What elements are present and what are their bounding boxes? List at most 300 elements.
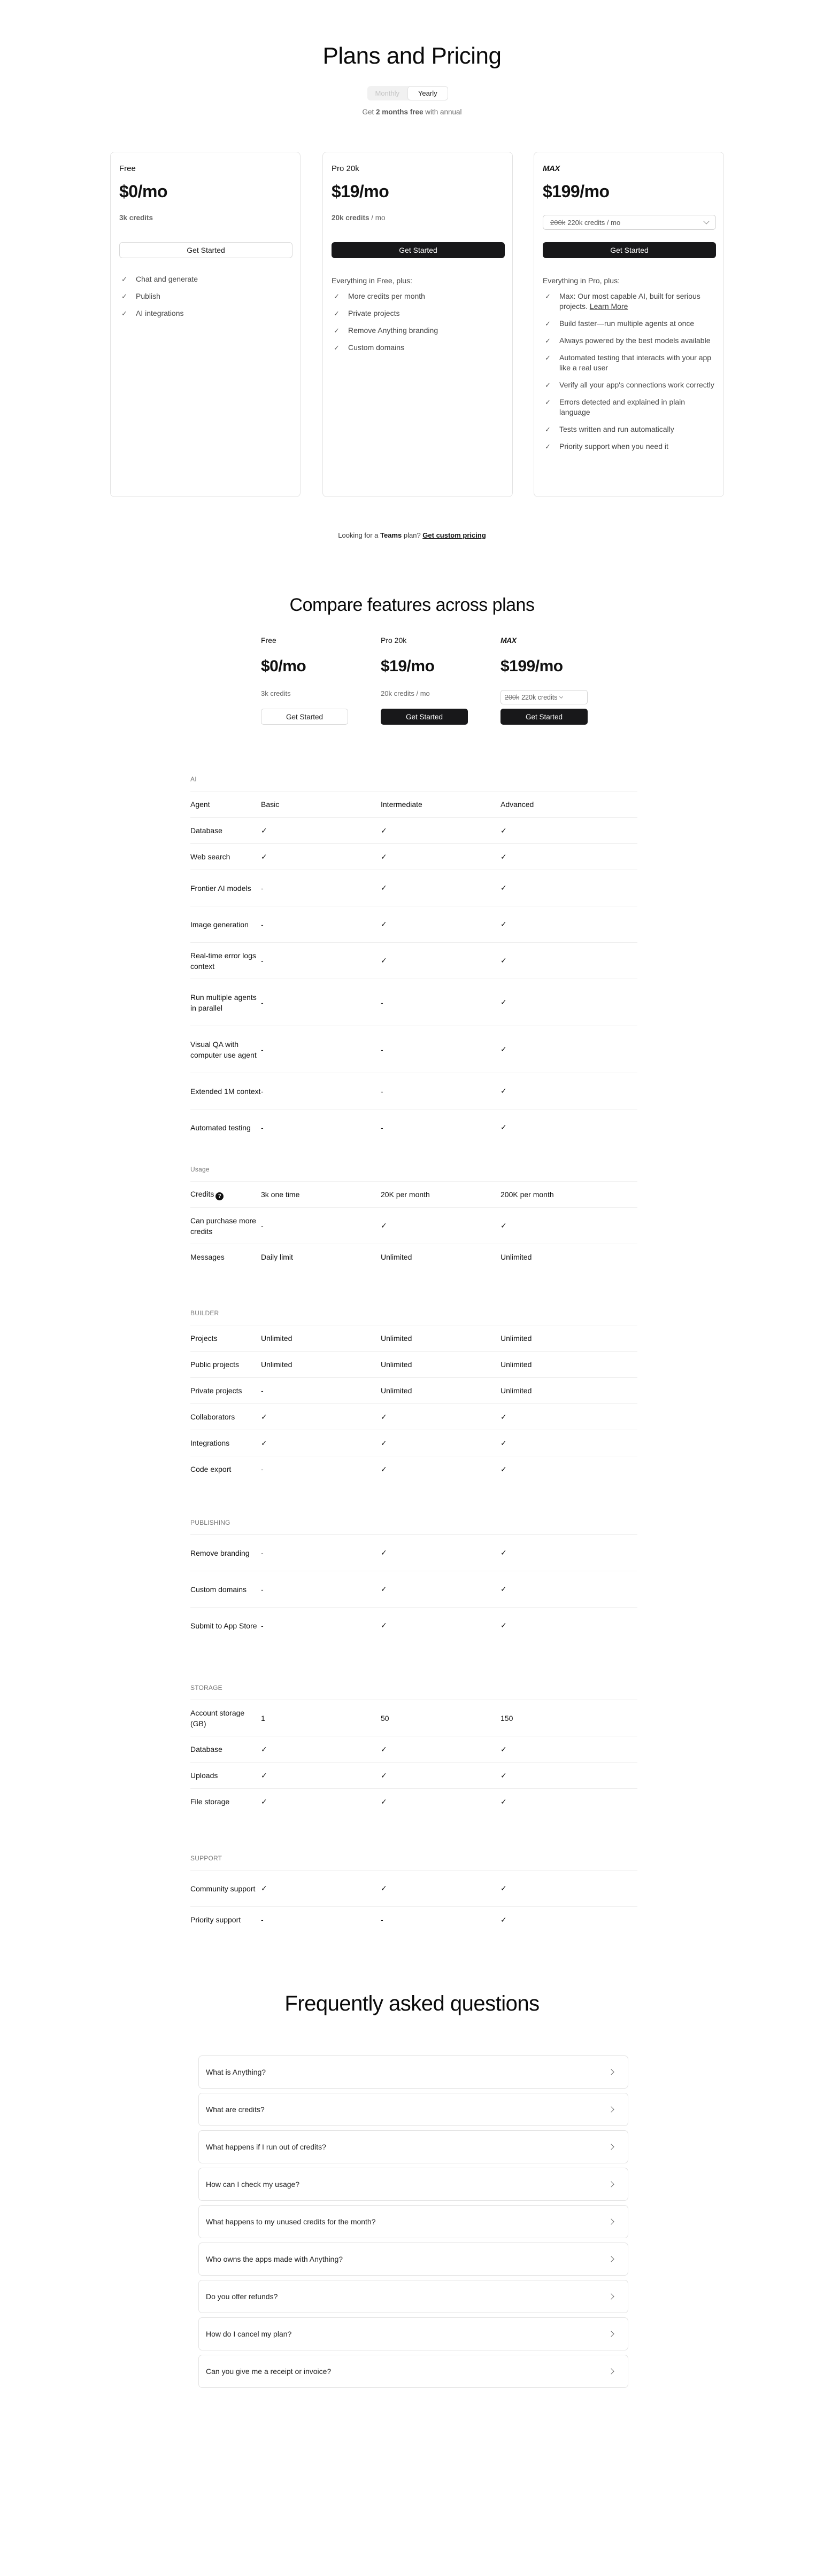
table-row bbox=[190, 1788, 637, 1814]
feature-list bbox=[119, 274, 291, 325]
plan-card-free bbox=[110, 152, 301, 497]
credits-period: / mo bbox=[369, 214, 386, 222]
feature-name bbox=[190, 1039, 261, 1060]
feature-label: Web search bbox=[190, 852, 230, 861]
feature-name bbox=[190, 950, 261, 972]
feature-text bbox=[348, 325, 438, 336]
check-icon: ✓ bbox=[381, 1884, 387, 1892]
feature-name bbox=[190, 883, 261, 894]
table-row bbox=[190, 1026, 637, 1073]
feature-text bbox=[348, 308, 399, 319]
feature-label: Automated testing that interacts with your app like a real user bbox=[559, 353, 712, 372]
custom-pricing-link[interactable]: Get custom pricing bbox=[422, 531, 486, 539]
feature-label: Agent bbox=[190, 800, 210, 809]
plan-name: Free bbox=[261, 636, 276, 645]
faq-item[interactable] bbox=[198, 2205, 628, 2238]
cell-value: Unlimited bbox=[500, 1253, 532, 1261]
dash-icon: - bbox=[261, 998, 264, 1007]
feature-name bbox=[190, 1215, 261, 1237]
check-icon: ✓ bbox=[334, 292, 340, 300]
feature-name bbox=[190, 1708, 261, 1729]
feature-name bbox=[190, 1189, 261, 1201]
faq-question: Can you give me a receipt or invoice? bbox=[206, 2367, 332, 2376]
table-row bbox=[190, 1325, 637, 1351]
get-started-button[interactable]: Get Started bbox=[332, 242, 505, 258]
compare-plan-pro bbox=[381, 636, 472, 721]
plan-price: $199/mo bbox=[500, 657, 563, 675]
check-icon: ✓ bbox=[381, 883, 387, 892]
chevron-right-icon bbox=[608, 2106, 614, 2112]
max-logo: MAX bbox=[543, 164, 560, 173]
feature-item bbox=[332, 325, 504, 336]
selected-credits: 220k credits bbox=[521, 693, 558, 701]
feature-label: Frontier AI models bbox=[190, 883, 251, 893]
feature-text bbox=[559, 353, 715, 373]
feature-name bbox=[190, 1411, 261, 1422]
table-row bbox=[190, 942, 637, 979]
feature-name bbox=[190, 1122, 261, 1133]
teams-bold: Teams bbox=[380, 531, 402, 539]
check-icon: ✓ bbox=[545, 398, 551, 406]
check-icon: ✓ bbox=[334, 344, 340, 352]
max-logo: MAX bbox=[500, 636, 517, 645]
check-icon: ✓ bbox=[500, 883, 507, 892]
feature-text bbox=[348, 291, 425, 301]
check-icon: ✓ bbox=[261, 1884, 267, 1892]
plan-name: Free bbox=[119, 164, 136, 173]
feature-item bbox=[543, 336, 715, 346]
check-icon: ✓ bbox=[121, 309, 127, 317]
section-label: AI bbox=[190, 775, 197, 783]
check-icon: ✓ bbox=[500, 1797, 507, 1806]
feature-text bbox=[136, 291, 160, 301]
feature-label: Build faster—run multiple agents at once bbox=[559, 319, 695, 328]
plus-label: Everything in Pro, plus: bbox=[543, 276, 620, 285]
dash-icon: - bbox=[261, 883, 264, 893]
check-icon: ✓ bbox=[381, 1548, 387, 1557]
table-row bbox=[190, 1736, 637, 1762]
check-icon: ✓ bbox=[381, 826, 387, 835]
faq-question: What happens to my unused credits for the month? bbox=[206, 2217, 376, 2226]
table-row bbox=[190, 1870, 637, 1906]
feature-item bbox=[543, 424, 715, 434]
dash-icon: - bbox=[381, 1045, 383, 1054]
check-icon: ✓ bbox=[545, 337, 551, 345]
check-icon: ✓ bbox=[334, 327, 340, 335]
table-row bbox=[190, 979, 637, 1026]
check-icon: ✓ bbox=[261, 1744, 267, 1753]
dash-icon: - bbox=[261, 956, 264, 965]
cell-value: Unlimited bbox=[500, 1386, 532, 1395]
feature-label: Can purchase more credits bbox=[190, 1216, 256, 1236]
cell-value: Daily limit bbox=[261, 1253, 293, 1261]
table-row bbox=[190, 870, 637, 906]
check-icon: ✓ bbox=[381, 1221, 387, 1230]
billing-option-yearly[interactable]: Yearly bbox=[407, 86, 449, 100]
plan-credits bbox=[332, 214, 386, 222]
feature-label: Code export bbox=[190, 1465, 232, 1473]
table-row bbox=[190, 1700, 637, 1736]
check-icon: ✓ bbox=[500, 1087, 507, 1095]
compare-plan-max bbox=[500, 636, 591, 721]
feature-label: Always powered by the best models available bbox=[559, 336, 711, 345]
feature-text bbox=[559, 291, 715, 312]
teams-middle: plan? bbox=[402, 531, 423, 539]
check-icon: ✓ bbox=[500, 1412, 507, 1421]
check-icon: ✓ bbox=[261, 1438, 267, 1447]
chevron-right-icon bbox=[608, 2256, 614, 2262]
feature-label: AI integrations bbox=[136, 309, 184, 317]
check-icon: ✓ bbox=[500, 1045, 507, 1053]
help-icon[interactable]: ? bbox=[215, 1192, 224, 1200]
chevron-right-icon bbox=[608, 2069, 614, 2075]
get-started-button[interactable]: Get Started bbox=[500, 709, 588, 725]
feature-item bbox=[119, 274, 291, 284]
table-row bbox=[190, 791, 637, 817]
faq-question: What is Anything? bbox=[206, 2068, 266, 2076]
check-icon: ✓ bbox=[500, 1621, 507, 1630]
faq-question: Do you offer refunds? bbox=[206, 2292, 278, 2301]
check-icon: ✓ bbox=[121, 292, 127, 300]
feature-text bbox=[559, 319, 694, 329]
feature-name bbox=[190, 1914, 261, 1925]
table-row bbox=[190, 1181, 637, 1207]
check-icon: ✓ bbox=[381, 1744, 387, 1753]
check-icon: ✓ bbox=[545, 292, 551, 300]
check-icon: ✓ bbox=[261, 1771, 267, 1780]
feature-item bbox=[119, 308, 291, 319]
cell-value: Basic bbox=[261, 800, 280, 809]
check-icon: ✓ bbox=[381, 1438, 387, 1447]
check-icon: ✓ bbox=[500, 826, 507, 835]
feature-item bbox=[119, 291, 291, 301]
dash-icon: - bbox=[261, 1915, 264, 1924]
feature-label: Public projects bbox=[190, 1360, 240, 1369]
check-icon: ✓ bbox=[545, 443, 551, 451]
check-icon: ✓ bbox=[261, 1797, 267, 1806]
feature-item bbox=[543, 441, 715, 452]
check-icon: ✓ bbox=[261, 1412, 267, 1421]
table-row bbox=[190, 1244, 637, 1270]
faq-question: How do I cancel my plan? bbox=[206, 2330, 292, 2338]
feature-name bbox=[190, 1744, 261, 1755]
faq-question: What happens if I run out of credits? bbox=[206, 2143, 326, 2151]
check-icon: ✓ bbox=[381, 852, 387, 861]
cell-value: 50 bbox=[381, 1713, 389, 1722]
plan-credits: 3k credits bbox=[261, 689, 291, 697]
feature-name bbox=[190, 1438, 261, 1448]
feature-label: Errors detected and explained in plain language bbox=[559, 398, 686, 416]
note-suffix: with annual bbox=[423, 108, 462, 116]
feature-item bbox=[543, 380, 715, 390]
cell-value: Unlimited bbox=[381, 1360, 412, 1369]
feature-label: Chat and generate bbox=[136, 275, 198, 283]
learn-more-link[interactable]: Learn More bbox=[589, 302, 628, 311]
feature-label: Priority support when you need it bbox=[559, 442, 668, 451]
page-title: Plans and Pricing bbox=[322, 43, 502, 69]
feature-name bbox=[190, 851, 261, 862]
credits-amount: 20k credits bbox=[332, 214, 369, 222]
get-started-button[interactable]: Get Started bbox=[119, 242, 292, 258]
check-icon: ✓ bbox=[381, 1464, 387, 1473]
feature-label: Run multiple agents in parallel bbox=[190, 992, 257, 1012]
chevron-right-icon bbox=[608, 2368, 614, 2374]
feature-item bbox=[543, 291, 715, 312]
check-icon: ✓ bbox=[500, 1744, 507, 1753]
dash-icon: - bbox=[261, 1123, 264, 1132]
plan-price: $0/mo bbox=[261, 657, 306, 675]
feature-label: Messages bbox=[190, 1253, 225, 1261]
feature-item bbox=[332, 308, 504, 319]
feature-text bbox=[136, 308, 184, 319]
plan-card-max bbox=[534, 152, 724, 497]
check-icon: ✓ bbox=[500, 1221, 507, 1230]
feature-name bbox=[190, 1333, 261, 1344]
credits-amount: 20k credits bbox=[381, 689, 414, 697]
feature-name bbox=[190, 1620, 261, 1631]
feature-label: Remove branding bbox=[190, 1548, 250, 1557]
dash-icon: - bbox=[381, 998, 383, 1007]
check-icon: ✓ bbox=[500, 1771, 507, 1780]
feature-label: Collaborators bbox=[190, 1413, 235, 1421]
feature-label: Visual QA with computer use agent bbox=[190, 1039, 257, 1059]
teams-prefix: Looking for a bbox=[338, 531, 381, 539]
cell-value: Unlimited bbox=[381, 1253, 412, 1261]
chevron-down-icon bbox=[703, 218, 709, 224]
get-started-button[interactable]: Get Started bbox=[543, 242, 716, 258]
faq-item[interactable] bbox=[198, 2093, 628, 2126]
check-icon: ✓ bbox=[261, 826, 267, 835]
chevron-right-icon bbox=[608, 2144, 614, 2150]
feature-name bbox=[190, 992, 261, 1013]
feature-label: Tests written and run automatically bbox=[559, 425, 674, 433]
credit-tier-select[interactable] bbox=[500, 690, 588, 704]
dash-icon: - bbox=[261, 920, 264, 929]
chevron-down-icon bbox=[559, 694, 563, 698]
faq-item[interactable] bbox=[198, 2280, 628, 2313]
check-icon: ✓ bbox=[381, 1412, 387, 1421]
faq-item[interactable] bbox=[198, 2355, 628, 2388]
table-row bbox=[190, 1207, 637, 1244]
faq-item[interactable] bbox=[198, 2317, 628, 2350]
check-icon: ✓ bbox=[500, 956, 507, 965]
feature-label: Community support bbox=[190, 1884, 256, 1893]
dash-icon: - bbox=[261, 1621, 264, 1630]
plan-card-pro bbox=[322, 152, 513, 497]
check-icon: ✓ bbox=[500, 998, 507, 1006]
feature-label: Submit to App Store bbox=[190, 1621, 257, 1630]
cell-value: 150 bbox=[500, 1713, 513, 1722]
feature-label: Custom domains bbox=[348, 343, 405, 352]
credits-period: / mo bbox=[414, 689, 430, 697]
feature-item bbox=[543, 319, 715, 329]
dash-icon: - bbox=[381, 1123, 383, 1132]
table-row bbox=[190, 1109, 637, 1145]
plan-credits bbox=[119, 214, 153, 222]
old-credits: 200k bbox=[505, 693, 520, 701]
check-icon: ✓ bbox=[500, 1585, 507, 1593]
table-row bbox=[190, 1607, 637, 1643]
get-started-button[interactable]: Get Started bbox=[381, 709, 468, 725]
faq-question: What are credits? bbox=[206, 2105, 265, 2114]
check-icon: ✓ bbox=[545, 354, 551, 362]
faq-item[interactable] bbox=[198, 2055, 628, 2089]
table-row bbox=[190, 1571, 637, 1607]
check-icon: ✓ bbox=[500, 1464, 507, 1473]
compare-plan-free bbox=[261, 636, 352, 721]
table-row bbox=[190, 906, 637, 942]
section-label: SUPPORT bbox=[190, 1855, 222, 1862]
feature-label: Image generation bbox=[190, 920, 249, 929]
feature-label: Priority support bbox=[190, 1915, 241, 1924]
check-icon: ✓ bbox=[500, 920, 507, 928]
feature-label: Extended 1M context bbox=[190, 1087, 261, 1096]
table-row bbox=[190, 1351, 637, 1377]
feature-name bbox=[190, 919, 261, 930]
section-label: STORAGE bbox=[190, 1684, 222, 1692]
section-label: PUBLISHING bbox=[190, 1519, 230, 1526]
check-icon: ✓ bbox=[121, 275, 127, 283]
check-icon: ✓ bbox=[545, 320, 551, 328]
plan-credits bbox=[381, 689, 430, 697]
faq-title: Frequently asked questions bbox=[284, 1992, 540, 2015]
check-icon: ✓ bbox=[381, 1797, 387, 1806]
faq-item[interactable] bbox=[198, 2130, 628, 2163]
feature-name bbox=[190, 1883, 261, 1894]
feature-name bbox=[190, 799, 261, 810]
table-row bbox=[190, 1456, 637, 1482]
feature-label: Custom domains bbox=[190, 1585, 247, 1594]
feature-name bbox=[190, 1359, 261, 1370]
table-row bbox=[190, 1430, 637, 1456]
dash-icon: - bbox=[261, 1087, 264, 1096]
feature-label: Remove Anything branding bbox=[348, 326, 438, 335]
note-prefix: Get bbox=[362, 108, 376, 116]
feature-text bbox=[348, 343, 404, 353]
feature-item bbox=[332, 343, 504, 353]
chevron-right-icon bbox=[608, 2218, 614, 2224]
plan-name: Pro 20k bbox=[332, 164, 359, 173]
feature-label: File storage bbox=[190, 1797, 230, 1806]
dash-icon: - bbox=[261, 1045, 264, 1054]
dash-icon: - bbox=[381, 1087, 383, 1096]
check-icon: ✓ bbox=[500, 1884, 507, 1892]
plan-price: $0/mo bbox=[119, 182, 167, 201]
cell-value: 20K per month bbox=[381, 1190, 430, 1199]
feature-name bbox=[190, 1796, 261, 1807]
feature-text bbox=[559, 336, 711, 346]
check-icon: ✓ bbox=[545, 381, 551, 389]
table-row bbox=[190, 1534, 637, 1571]
dash-icon: - bbox=[261, 1221, 264, 1230]
cell-value: Unlimited bbox=[381, 1334, 412, 1343]
selected-credits: 220k credits / mo bbox=[567, 218, 621, 227]
feature-label: Verify all your app's connections work correctly bbox=[559, 381, 714, 389]
feature-name bbox=[190, 1252, 261, 1262]
chevron-right-icon bbox=[608, 2181, 614, 2187]
check-icon: ✓ bbox=[381, 1771, 387, 1780]
feature-text bbox=[559, 424, 674, 434]
teams-note bbox=[0, 531, 824, 539]
check-icon: ✓ bbox=[500, 852, 507, 861]
feature-text bbox=[559, 441, 668, 452]
feature-label: Database bbox=[190, 1745, 222, 1753]
feature-label: More credits per month bbox=[348, 292, 425, 300]
compare-title: Compare features across plans bbox=[289, 595, 535, 615]
feature-name bbox=[190, 1464, 261, 1475]
check-icon: ✓ bbox=[500, 1915, 507, 1924]
feature-name bbox=[190, 1770, 261, 1781]
plus-label: Everything in Free, plus: bbox=[332, 276, 412, 285]
faq-item[interactable] bbox=[198, 2168, 628, 2201]
dash-icon: - bbox=[381, 1915, 383, 1924]
cell-value: Advanced bbox=[500, 800, 534, 809]
faq-question: How can I check my usage? bbox=[206, 2180, 300, 2189]
feature-label: Automated testing bbox=[190, 1123, 251, 1132]
credit-tier-select[interactable] bbox=[543, 215, 716, 230]
table-row bbox=[190, 817, 637, 843]
billing-option-monthly[interactable]: Monthly bbox=[375, 89, 400, 97]
chevron-right-icon bbox=[608, 2331, 614, 2337]
feature-name bbox=[190, 825, 261, 836]
feature-item bbox=[543, 397, 715, 417]
check-icon: ✓ bbox=[261, 852, 267, 861]
faq-question: Who owns the apps made with Anything? bbox=[206, 2255, 343, 2263]
cell-value: Unlimited bbox=[381, 1386, 412, 1395]
note-bold: 2 months free bbox=[375, 108, 423, 116]
credits-amount: 3k credits bbox=[119, 214, 153, 222]
section-label: BUILDER bbox=[190, 1309, 219, 1317]
faq-item[interactable] bbox=[198, 2243, 628, 2276]
feature-label: Private projects bbox=[348, 309, 400, 317]
feature-item bbox=[543, 353, 715, 373]
dash-icon: - bbox=[261, 1465, 264, 1473]
feature-label: Publish bbox=[136, 292, 160, 300]
feature-text bbox=[559, 397, 715, 417]
feature-name bbox=[190, 1548, 261, 1558]
cell-value: Intermediate bbox=[381, 800, 422, 809]
table-row bbox=[190, 1377, 637, 1403]
feature-label: Database bbox=[190, 826, 222, 835]
plan-name: Pro 20k bbox=[381, 636, 407, 645]
dash-icon: - bbox=[261, 1386, 264, 1395]
feature-label: Integrations bbox=[190, 1439, 230, 1447]
billing-toggle[interactable] bbox=[367, 86, 448, 100]
check-icon: ✓ bbox=[545, 425, 551, 433]
check-icon: ✓ bbox=[381, 1585, 387, 1593]
check-icon: ✓ bbox=[500, 1548, 507, 1557]
feature-item bbox=[332, 291, 504, 301]
feature-label: Real-time error logs context bbox=[190, 951, 256, 971]
cell-value: Unlimited bbox=[500, 1360, 532, 1369]
check-icon: ✓ bbox=[500, 1438, 507, 1447]
table-row bbox=[190, 1906, 637, 1933]
get-started-button[interactable]: Get Started bbox=[261, 709, 348, 725]
check-icon: ✓ bbox=[334, 309, 340, 317]
cell-value: 3k one time bbox=[261, 1190, 300, 1199]
table-row bbox=[190, 1403, 637, 1430]
check-icon: ✓ bbox=[381, 920, 387, 928]
chevron-right-icon bbox=[608, 2293, 614, 2299]
annual-discount-note bbox=[0, 108, 824, 116]
feature-text bbox=[559, 380, 714, 390]
feature-list bbox=[543, 291, 715, 459]
dash-icon: - bbox=[261, 1548, 264, 1557]
section-label: Usage bbox=[190, 1166, 210, 1173]
check-icon: ✓ bbox=[381, 956, 387, 965]
feature-list bbox=[332, 291, 504, 360]
table-row bbox=[190, 1762, 637, 1788]
